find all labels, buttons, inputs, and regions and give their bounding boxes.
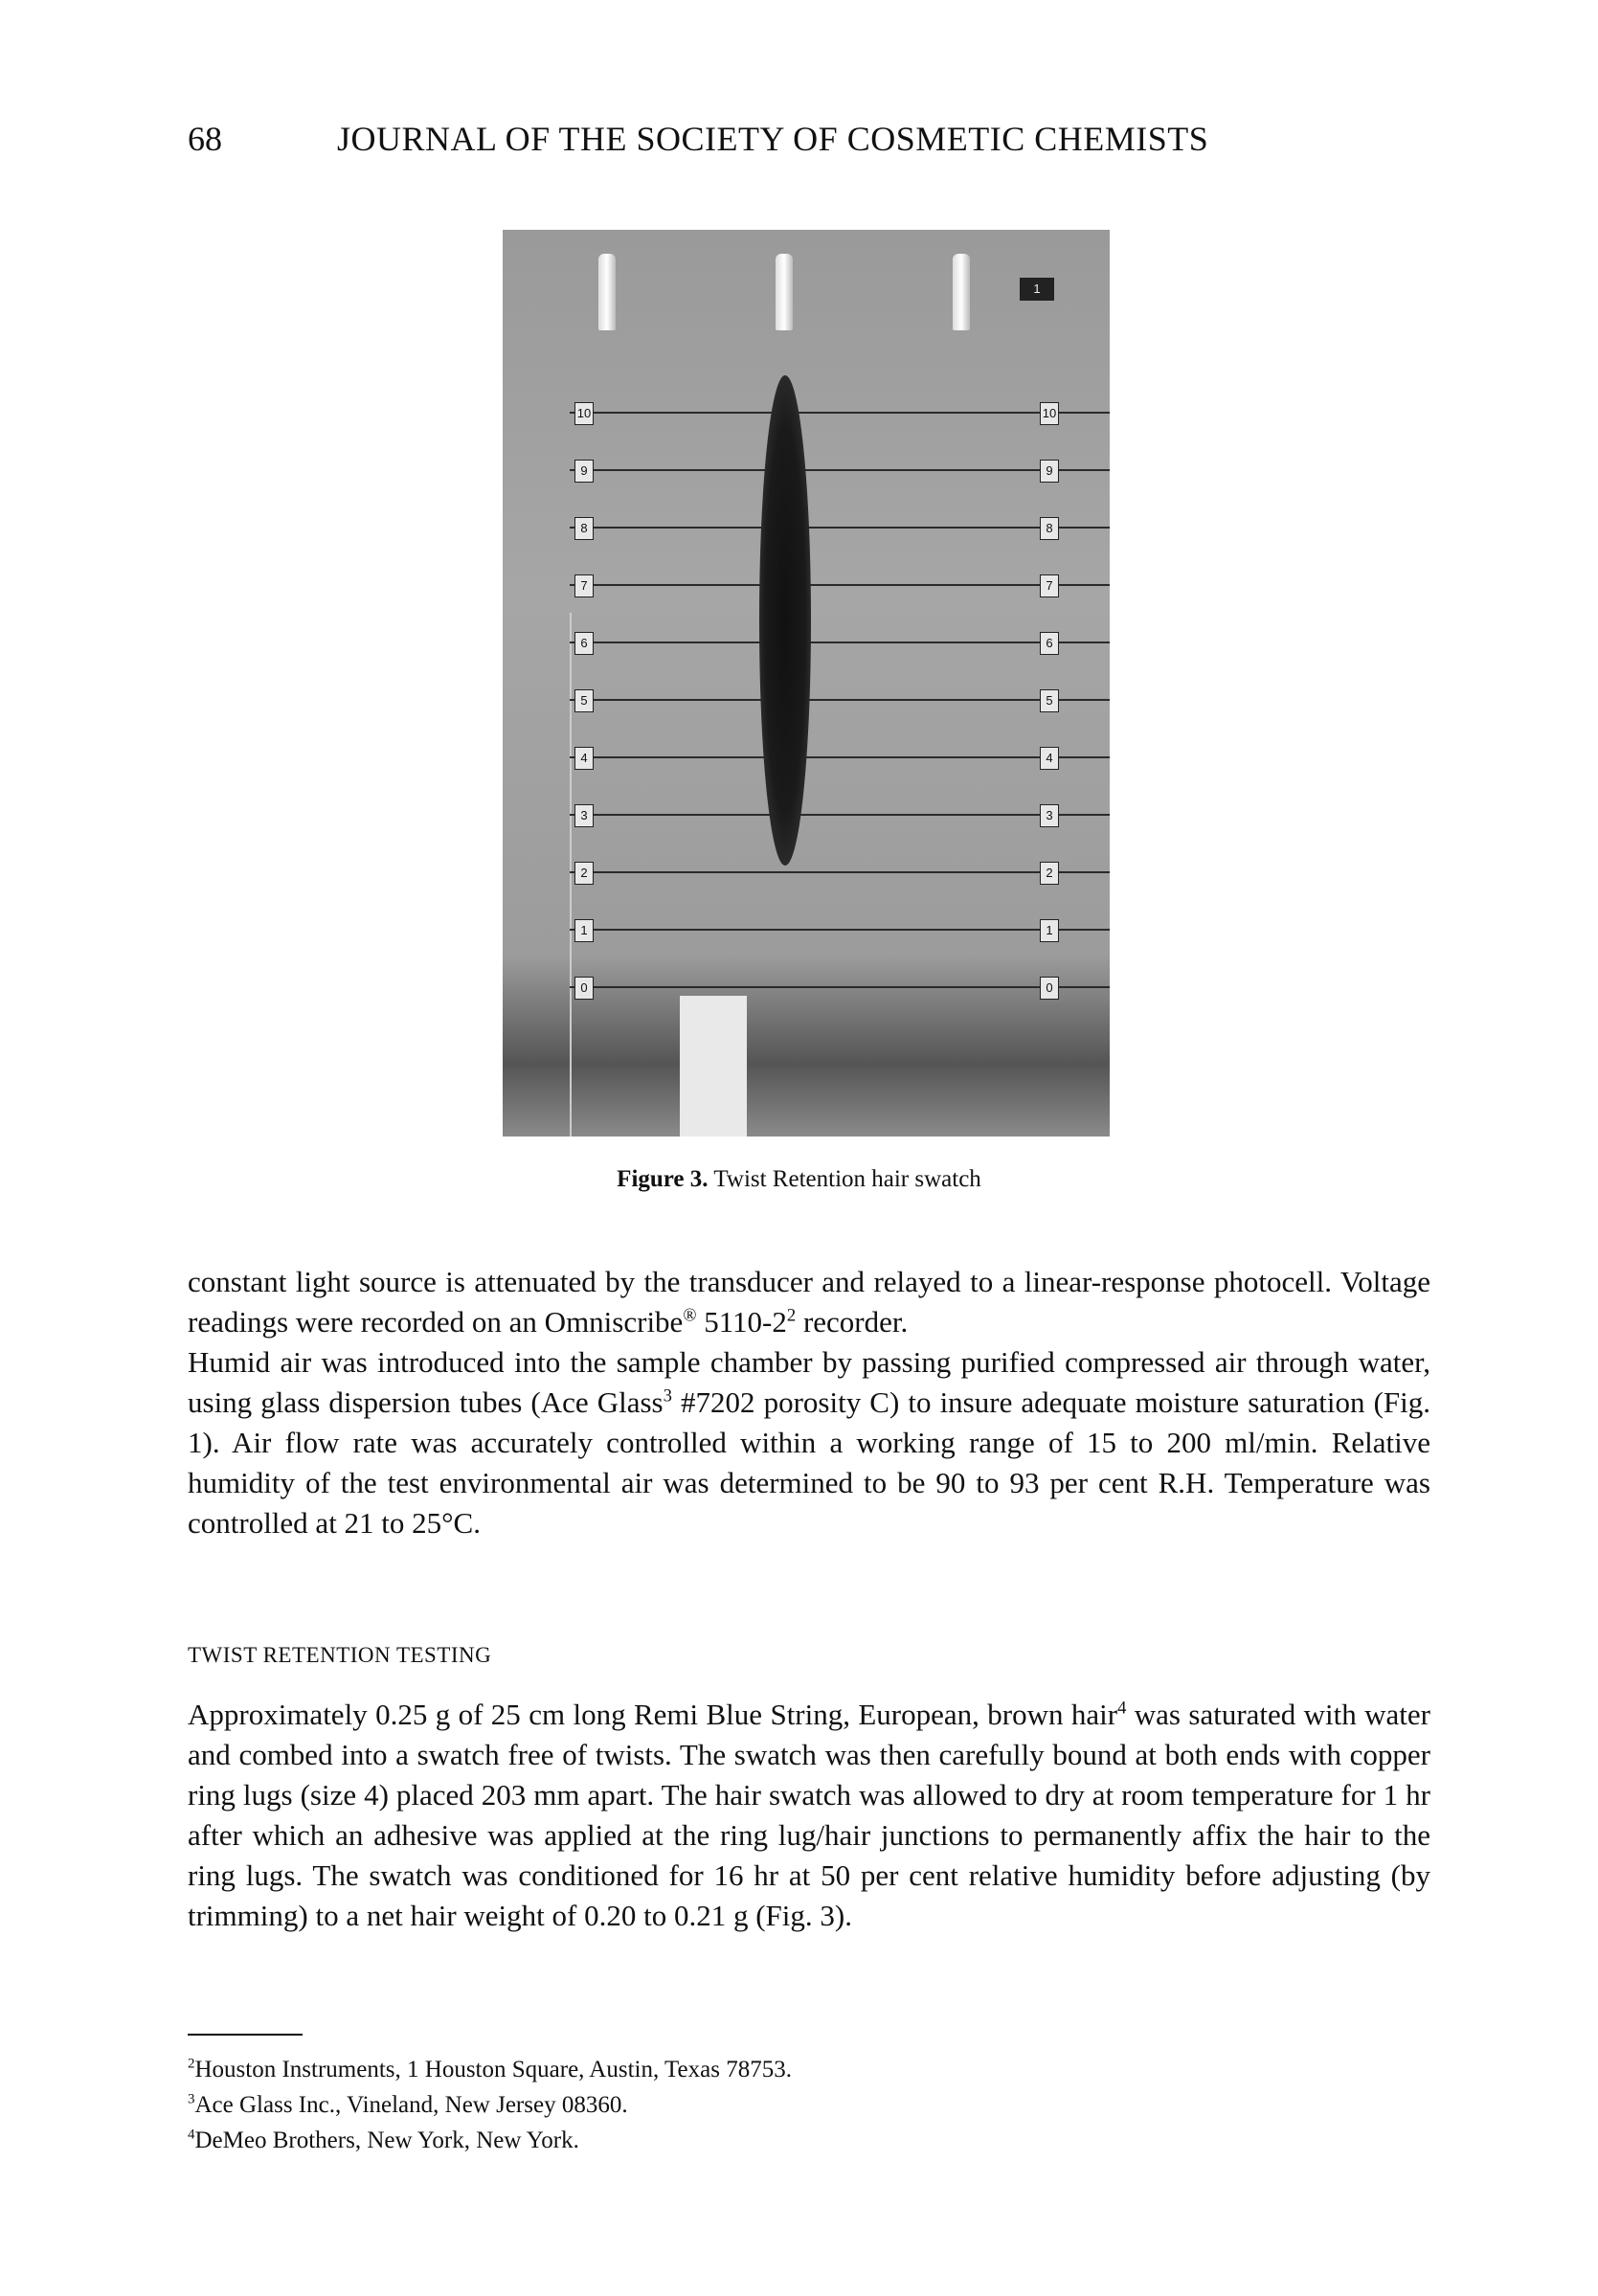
scale-label: 2 [574,862,594,885]
page-number: 68 [188,120,222,158]
scale-label: 10 [574,402,594,425]
scale-label: 5 [574,689,594,712]
scale-line [570,871,1110,873]
scale-line [570,469,1110,471]
scale-label: 1 [1040,919,1059,942]
footnote: $^2$Houston Instruments, 1 Houston Square, Austin, Texas 78753. [188,2056,792,2082]
hair-swatch [759,375,811,866]
scale-label: 3 [574,804,594,827]
section-heading: TWIST RETENTION TESTING [188,1643,492,1667]
scale-line [570,814,1110,816]
scale-line [570,986,1110,988]
scale-label: 6 [1040,632,1059,655]
scale-label: 4 [1040,747,1059,770]
scale-label: 0 [1040,977,1059,1000]
clamp [598,254,616,330]
scale-label: 9 [1040,460,1059,483]
footnote: $^4$DeMeo Brothers, New York, New York. [188,2127,579,2153]
footnote-rule [188,2034,303,2036]
figure-caption [0,1166,1598,1193]
scale-line [570,642,1110,643]
scale-line [570,699,1110,701]
block [680,996,747,1137]
paragraph-3: Approximately 0.25 g of 25 cm long Remi Blue String, European, brown hair$^4$ was saturated with water and combed into a swatch free of twists. The swatch was then carefully bound at both ends with copper ring lugs (size 4) placed 203 mm apart. The hair swatch was allowed to dry at room temperature for 1 hr after which an adhesive was applied at the ring lug/hair junctions to permanently affix the hair to the ring lugs. The swatch was conditioned for 16 hr at 50 per cent relative humidity before adjusting (by trimming) to a net hair weight of 0.20 to 0.21 g (Fig. 3). [188,1698,1431,1932]
caption-text: Twist Retention hair swatch [713,1166,981,1192]
scale-line [570,527,1110,529]
scale-label: 10 [1040,402,1059,425]
paragraph-2: Humid air was introduced into the sample chamber by passing purified compressed air through water, using glass dispersion tubes (Ace Glass$^3$ #7202 porosity C) to insure adequate moisture saturation (Fig. 1). Air flow rate was accurately controlled within a working range of 15 to 200 ml/min. Relative humidity of the test environmental air was determined to be 90 to 93 per cent R.H. Temperature was controlled at 21 to 25°C. [188,1345,1430,1540]
scale-line [570,929,1110,931]
scale-label: 1 [574,919,594,942]
figure-label: Figure 3. [617,1166,709,1192]
scale-label: 8 [574,517,594,540]
footnote: $^3$Ace Glass Inc., Vineland, New Jersey 08360. [188,2091,628,2118]
tag-label: 1 [1020,278,1054,301]
scale-label: 4 [574,747,594,770]
scale-label: 3 [1040,804,1059,827]
scale-label: 7 [574,574,594,597]
scale-label: 7 [1040,574,1059,597]
scale-line [570,412,1110,414]
frame [570,613,1079,1137]
scale-label: 8 [1040,517,1059,540]
scale-label: 6 [574,632,594,655]
scale-label: 0 [574,977,594,1000]
journal-title: JOURNAL OF THE SOCIETY OF COSMETIC CHEMISTS [337,120,1209,158]
clamp [953,254,970,330]
footnote-ref: 3 [663,1385,672,1407]
clamp [776,254,793,330]
scale-line [570,584,1110,586]
figure-photo [503,230,1110,1137]
scale-label: 5 [1040,689,1059,712]
scale-line [570,756,1110,758]
paragraph-1: constant light source is attenuated by the transducer and relayed to a linear-response photocell. Voltage readings were recorded on an Omniscribe® $5110-2^2$ recorder. [188,1265,1430,1339]
scale-label: 2 [1040,862,1059,885]
scale-label: 9 [574,460,594,483]
